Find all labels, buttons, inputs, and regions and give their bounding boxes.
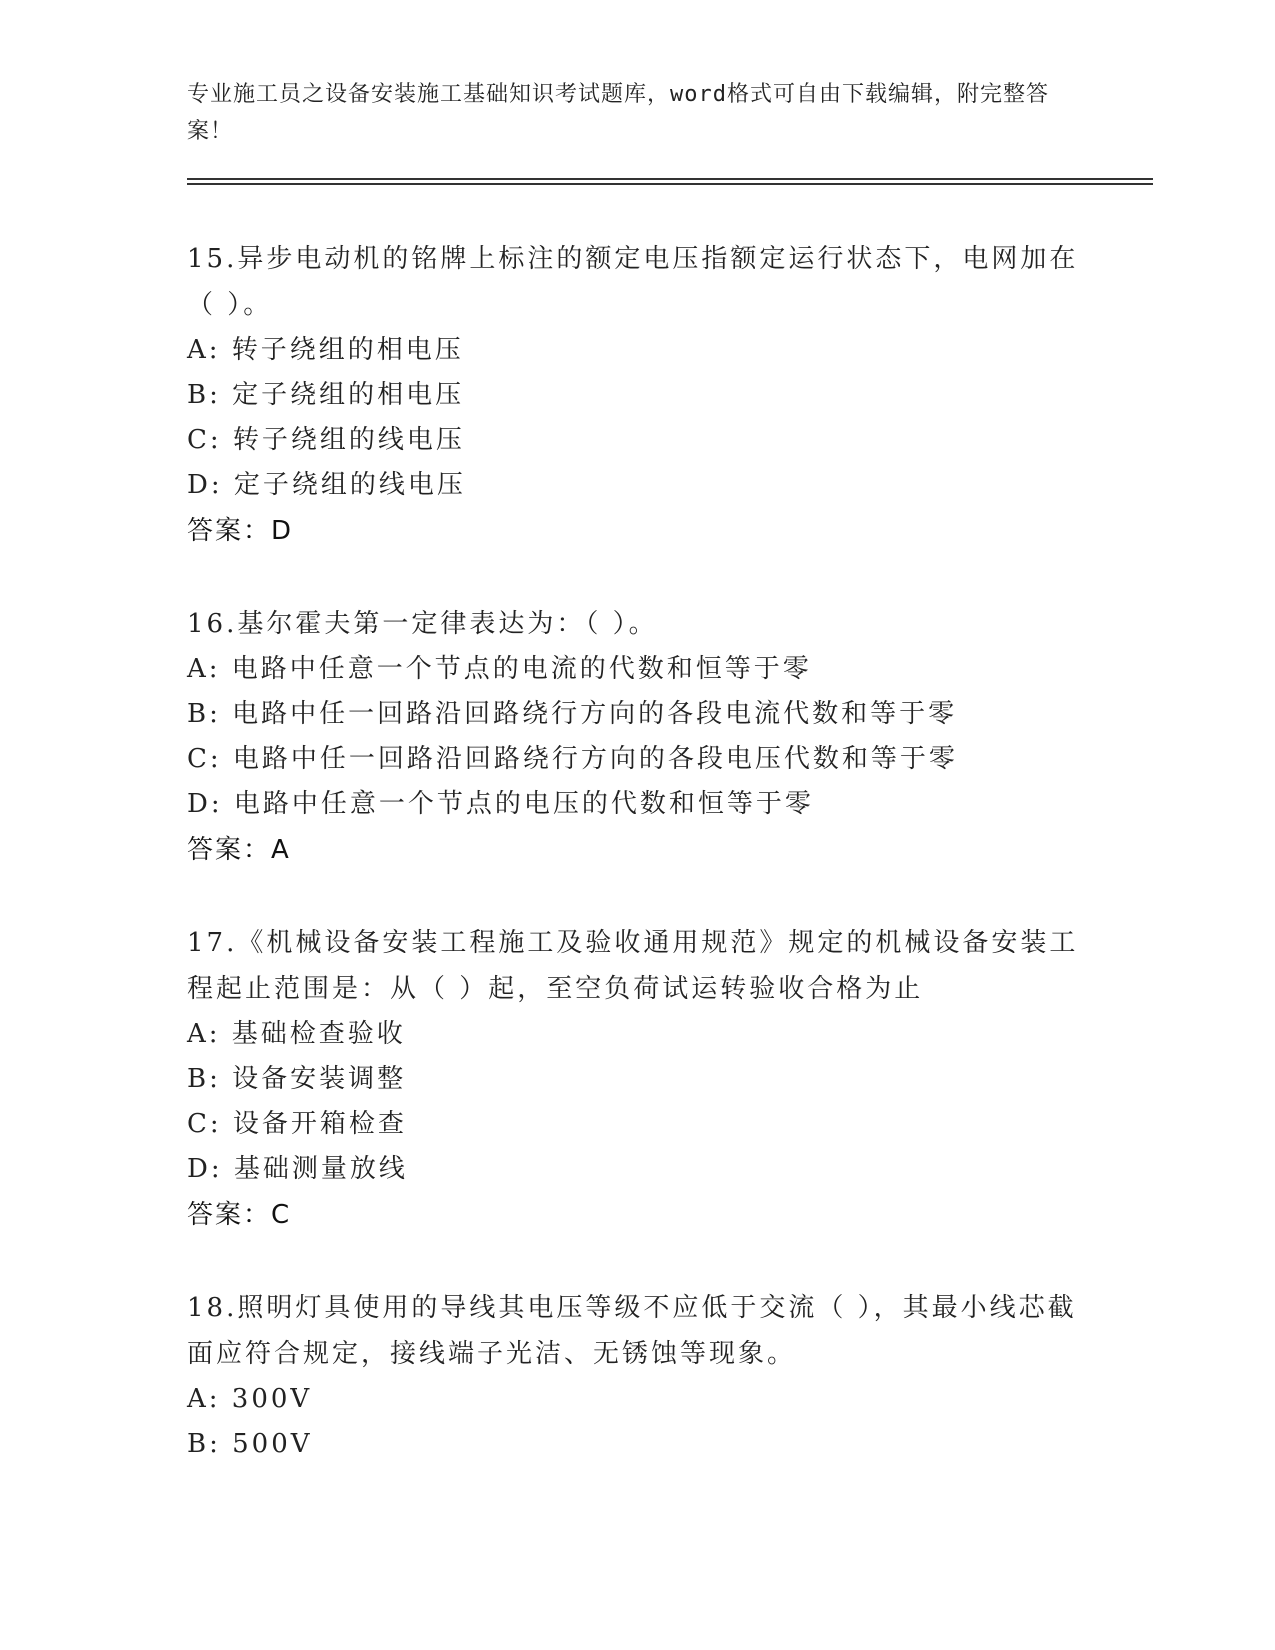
header-rule-top bbox=[187, 178, 1153, 180]
document-header: 专业施工员之设备安装施工基础知识考试题库，word格式可自由下载编辑，附完整答案！ bbox=[187, 82, 1049, 144]
question-list bbox=[187, 236, 1087, 1514]
option-a: A: 转子绕组的相电压 bbox=[187, 335, 464, 365]
question-15 bbox=[187, 236, 1087, 554]
option-a: A: 300V bbox=[187, 1384, 313, 1414]
option-b: B: 电路中任一回路沿回路绕行方向的各段电流代数和等于零 bbox=[187, 699, 958, 729]
option-c: C: 转子绕组的线电压 bbox=[187, 425, 465, 455]
option-b: B: 500V bbox=[187, 1429, 313, 1459]
option-c: C: 设备开箱检查 bbox=[187, 1109, 407, 1139]
option-a: A: 基础检查验收 bbox=[187, 1019, 406, 1049]
option-b: B: 定子绕组的相电压 bbox=[187, 380, 465, 410]
question-16 bbox=[187, 601, 1087, 873]
question-stem: 16.基尔霍夫第一定律表达为：（ ）。 bbox=[187, 609, 658, 639]
question-stem: 18.照明灯具使用的导线其电压等级不应低于交流（ ），其最小线芯截面应符合规定，接线端子光洁、无锈蚀等现象。 bbox=[187, 1293, 1077, 1369]
question-17 bbox=[187, 920, 1087, 1238]
question-stem: 17.《机械设备安装工程施工及验收通用规范》规定的机械设备安装工程起止范围是：从（ ）起，至空负荷试运转验收合格为止 bbox=[187, 928, 1079, 1004]
answer-line: 答案：D bbox=[187, 516, 294, 546]
question-stem: 15.异步电动机的铭牌上标注的额定电压指额定运行状态下，电网加在（ ）。 bbox=[187, 244, 1079, 320]
option-d: D: 电路中任意一个节点的电压的代数和恒等于零 bbox=[187, 789, 814, 819]
option-d: D: 定子绕组的线电压 bbox=[187, 470, 466, 500]
option-d: D: 基础测量放线 bbox=[187, 1154, 408, 1184]
answer-line: 答案：A bbox=[187, 835, 291, 865]
option-a: A: 电路中任意一个节点的电流的代数和恒等于零 bbox=[187, 654, 812, 684]
header-rule-bottom bbox=[187, 183, 1153, 185]
option-b: B: 设备安装调整 bbox=[187, 1064, 407, 1094]
option-c: C: 电路中任一回路沿回路绕行方向的各段电压代数和等于零 bbox=[187, 744, 958, 774]
answer-line: 答案：C bbox=[187, 1200, 292, 1230]
question-18 bbox=[187, 1285, 1087, 1467]
